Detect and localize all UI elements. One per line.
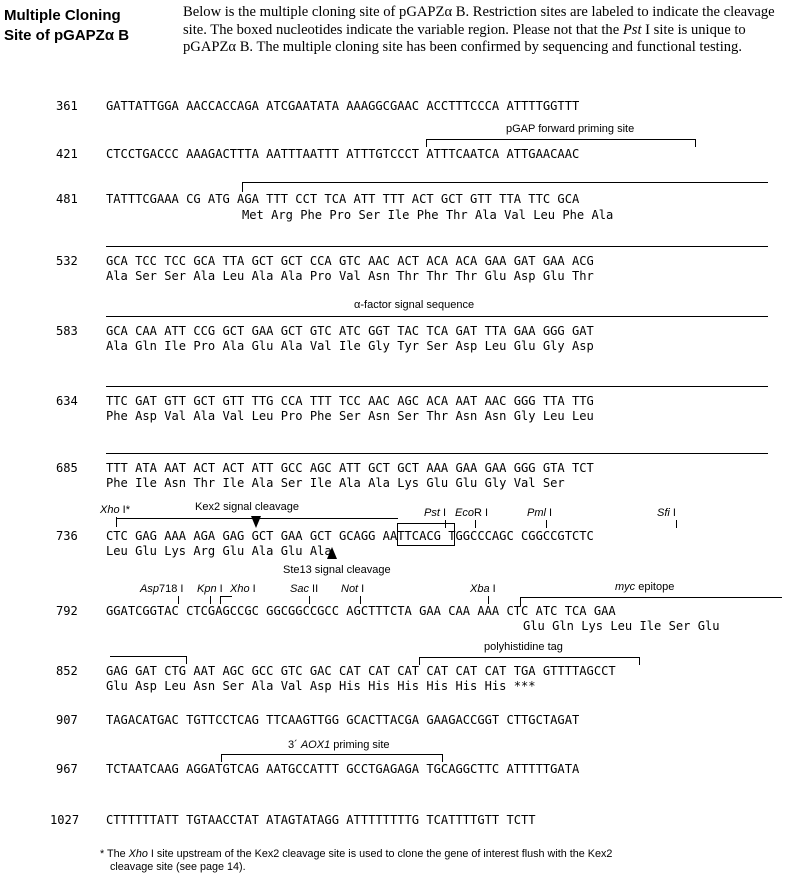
seq-aa-685: Phe Ile Asn Thr Ile Ala Ser Ile Ala Ala Lys Glu Glu Gly Val Ser xyxy=(106,476,565,490)
seq-row-481 xyxy=(56,192,78,207)
title-line-1: Multiple Cloning xyxy=(4,7,121,24)
seq-number: 792 xyxy=(56,604,78,618)
bracket-tick xyxy=(426,139,427,147)
seq-number: 685 xyxy=(56,461,78,475)
site-pml1: Pml I xyxy=(527,507,553,519)
seq-row-421 xyxy=(56,147,78,162)
seq-number: 481 xyxy=(56,192,78,206)
bracket-tick xyxy=(520,597,521,606)
site-xho1: Xho I xyxy=(230,583,256,595)
footnote: * The Xho I site upstream of the Kex2 cleavage site is used to clone the gene of interest flush with the Kex2 cleavage site (see page 14). xyxy=(100,848,613,873)
ste13-cleavage-arrow-icon xyxy=(327,547,337,559)
seq-row-583 xyxy=(56,324,78,339)
bracket-tick xyxy=(695,139,696,147)
kex2-label: Kex2 signal cleavage xyxy=(195,501,299,513)
seq-row-792 xyxy=(56,604,78,619)
seq-number: 532 xyxy=(56,254,78,268)
seq-dna-481: TATTTCGAAA CG ATG AGA TTT CCT TCA ATT TTT ACT GCT GTT TTA TTC GCA xyxy=(106,192,580,206)
seq-dna-361: GATTATTGGA AACCACCAGA ATCGAATATA AAAGGCGAAC ACCTTTCCCA ATTTTGGTTT xyxy=(106,99,580,113)
alpha-factor-bar xyxy=(242,182,768,183)
pgap-forward-bracket xyxy=(426,139,695,140)
site-tick xyxy=(210,596,211,604)
site-not1: Not I xyxy=(341,583,365,595)
seq-number: 583 xyxy=(56,324,78,338)
seq-number: 967 xyxy=(56,762,78,776)
aox1-bracket xyxy=(221,754,442,755)
seq-row-532 xyxy=(56,254,78,269)
variable-region-box xyxy=(397,523,455,546)
title-line-2: Site of pGAPZα B xyxy=(4,27,130,44)
seq-row-736 xyxy=(56,529,78,544)
site-ecor1: EcoR I xyxy=(455,507,489,519)
seq-row-967 xyxy=(56,762,78,777)
intro-text-2: I site is unique to pGAPZα B. The multiple cloning site has been confirmed by sequencing and functional testing. xyxy=(183,21,746,56)
seq-number: 421 xyxy=(56,147,78,161)
seq-row-907 xyxy=(56,713,78,728)
seq-aa-481: Met Arg Phe Pro Ser Ile Phe Thr Ala Val Leu Phe Ala xyxy=(242,208,614,222)
seq-dna-852: GAG GAT CTG AAT AGC GCC GTC GAC CAT CAT CAT CAT CAT CAT TGA GTTTTAGCCT xyxy=(106,664,616,678)
seq-dna-907: TAGACATGAC TGTTCCTCAG TTCAAGTTGG GCACTTACGA GAAGACCGGT CTTGCTAGAT xyxy=(106,713,580,727)
site-tick xyxy=(309,596,310,604)
seq-dna-583: GCA CAA ATT CCG GCT GAA GCT GTC ATC GGT TAC TCA GAT TTA GAA GGG GAT xyxy=(106,324,594,338)
intro-pst-italic: Pst xyxy=(622,21,642,38)
seq-aa-532: Ala Ser Ser Ala Leu Ala Ala Pro Val Asn Thr Thr Thr Glu Asp Glu Thr xyxy=(106,269,594,283)
seq-dna-967: TCTAATCAAG AGGATGTCAG AATGCCATTT GCCTGAGAGA TGCAGGCTTC ATTTTTGATA xyxy=(106,762,580,776)
alpha-factor-bar xyxy=(106,453,768,454)
bracket-tick xyxy=(221,754,222,762)
site-tick xyxy=(445,520,446,528)
site-tick xyxy=(475,520,476,528)
pgap-forward-label: pGAP forward priming site xyxy=(506,123,635,135)
site-xba1: Xba I xyxy=(470,583,496,595)
bracket-tick xyxy=(442,754,443,762)
seq-dna-1027: CTTTTTTATT TGTAACCTAT ATAGTATAGG ATTTTTTTTG TCATTTTGTT TCTT xyxy=(106,813,536,827)
alpha-factor-label: α-factor signal sequence xyxy=(354,299,475,311)
alpha-factor-bar xyxy=(106,386,768,387)
site-sac2: Sac II xyxy=(290,583,319,595)
alpha-factor-bar xyxy=(106,246,768,247)
kex2-cleavage-arrow-icon xyxy=(251,516,261,528)
bracket-tick xyxy=(419,657,420,665)
site-tick xyxy=(178,596,179,604)
site-sfi1: Sfi I xyxy=(657,507,676,519)
intro-paragraph xyxy=(183,4,783,57)
site-asp718: Asp718 I xyxy=(140,583,184,595)
seq-number: 361 xyxy=(56,99,78,113)
ste13-label: Ste13 signal cleavage xyxy=(283,564,391,576)
site-pst: Pst I xyxy=(424,507,447,519)
seq-dna-421: CTCCTGACCC AAAGACTTTA AATTTAATTT ATTTGTCCCT ATTTCAATCA ATTGAACAAC xyxy=(106,147,580,161)
seq-number: 1027 xyxy=(50,813,80,827)
seq-dna-634: TTC GAT GTT GCT GTT TTG CCA TTT TCC AAC AGC ACA AAT AAC GGG TTA TTG xyxy=(106,394,594,408)
bracket-tick xyxy=(186,656,187,664)
site-tick xyxy=(220,596,221,604)
seq-aa-792: Glu Gln Lys Leu Ile Ser Glu xyxy=(523,619,720,633)
intro-text-1: Below is the multiple cloning site of pGAPZα B. Restriction sites are labeled to indicate the cleavage site. The boxed nucleotides indicate the variable region. Please not that the xyxy=(183,4,775,38)
site-xho1-star: Xho I* xyxy=(100,504,130,516)
bracket-tick xyxy=(242,182,243,192)
polyhistidine-label: polyhistidine tag xyxy=(484,641,563,653)
site-tick xyxy=(676,520,677,528)
seq-number: 907 xyxy=(56,713,78,727)
seq-row-685 xyxy=(56,461,78,476)
seq-dna-532: GCA TCC TCC GCA TTA GCT GCT CCA GTC AAC ACT ACA ACA GAA GAT GAA ACG xyxy=(106,254,594,268)
site-tick xyxy=(488,596,489,604)
site-kpn1: Kpn I xyxy=(197,583,223,595)
myc-epitope-bar xyxy=(520,597,782,598)
seq-aa-583: Ala Gln Ile Pro Ala Glu Ala Val Ile Gly Tyr Ser Asp Leu Glu Gly Asp xyxy=(106,339,594,353)
seq-dna-736: CTC GAG AAA AGA GAG GCT GAA GCT GCAGG AATTCACG TGGCCCAGC CGGCCGTCTC xyxy=(106,529,594,543)
page-title xyxy=(4,6,129,46)
seq-row-634 xyxy=(56,394,78,409)
myc-epitope-bar xyxy=(110,656,186,657)
seq-dna-685: TTT ATA AAT ACT ACT ATT GCC AGC ATT GCT GCT AAA GAA GAA GGG GTA TCT xyxy=(106,461,594,475)
seq-number: 634 xyxy=(56,394,78,408)
seq-number: 852 xyxy=(56,664,78,678)
seq-aa-852: Glu Asp Leu Asn Ser Ala Val Asp His His His His His His *** xyxy=(106,679,536,693)
site-connector xyxy=(220,596,232,597)
bracket-tick xyxy=(639,657,640,665)
seq-dna-792: GGATCGGTAC CTCGAGCCGC GGCGGCCGCC AGCTTTCTA GAA CAA AAA CTC ATC TCA GAA xyxy=(106,604,616,618)
site-tick xyxy=(546,520,547,528)
polyhistidine-bracket xyxy=(419,657,639,658)
alpha-factor-bar xyxy=(106,316,768,317)
seq-row-1027 xyxy=(50,813,79,828)
seq-aa-634: Phe Asp Val Ala Val Leu Pro Phe Ser Asn Ser Thr Asn Asn Gly Leu Leu xyxy=(106,409,594,423)
seq-number: 736 xyxy=(56,529,78,543)
seq-aa-736: Leu Glu Lys Arg Glu Ala Glu Ala xyxy=(106,544,332,558)
site-tick xyxy=(360,596,361,604)
myc-epitope-label: myc epitope xyxy=(615,581,675,593)
seq-row-361 xyxy=(56,99,78,114)
aox1-priming-label: 3´ AOX1 priming site xyxy=(288,739,390,751)
seq-row-852 xyxy=(56,664,78,679)
